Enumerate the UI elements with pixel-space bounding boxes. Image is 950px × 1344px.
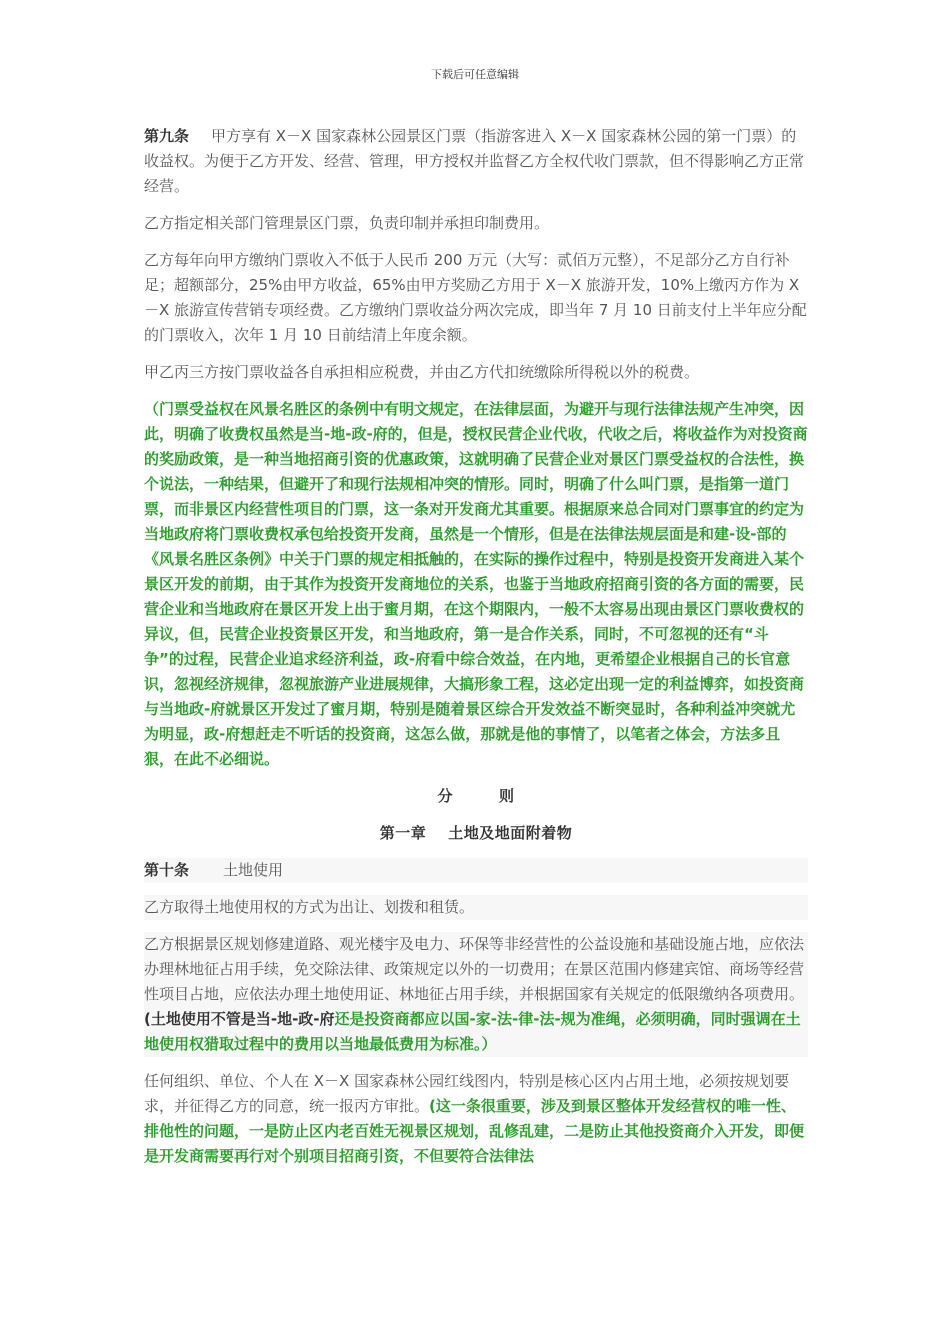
article-10-note-3: (这一条很重要，涉及到景区整体开发经营权的唯一性、排他性的问题，一是防止区内老百姓无视景区规划，乱修乱建，二是防止其他投资商介入开发，即便是开发商需要再行对个别项目招商引资，不但要符合法律法: [144, 1097, 805, 1165]
article-10-label: 第十条: [144, 861, 190, 879]
article-9-paragraph-2: 乙方指定相关部门管理景区门票，负责印制并承担印制费用。: [144, 214, 550, 232]
article-10-text-3: 任何组织、单位、个人在 X－X 国家森林公园红线图内，特别是核心区内占用土地，必须按规划要求，并征得乙方的同意，统一报丙方审批。: [144, 1072, 790, 1115]
article-9-paragraph-1: [144, 124, 808, 199]
article-10-note-2b: 还是投资商都应以国-家-法-律-法-规为准绳，必须明确，同时强调在土地使用权猎取过程中的费用以当地最低费用为标准。）: [144, 1010, 801, 1053]
article-10-paragraph-1: 乙方取得土地使用权的方式为出让、划拨和租赁。: [144, 895, 808, 920]
section-title-char-2: 则: [499, 787, 515, 805]
chapter-title: [144, 821, 808, 846]
article-9-paragraph-3: 乙方每年向甲方缴纳门票收入不低于人民币 200 万元（大写：贰佰万元整），不足部分乙方自行补足；超额部分，25%由甲方收益，65%由甲方奖励乙方用于 X－X 旅游开发，10%上缴丙方作为 X－X 旅游宣传营销专项经费。乙方缴纳门票收益分两次完成，即当年 7 月 10 日前支付上半年应分配的门票收入，次年 1 月 10 日前结清上年度余额。: [144, 251, 807, 344]
article-9-commentary: （门票受益权在风景名胜区的条例中有明文规定，在法律层面，为避开与现行法律法规产生冲突，因此，明确了收费权虽然是当-地-政-府的，但是，授权民营企业代收，代收之后，将收益作为对投资商的奖励政策，是一种当地招商引资的优惠政策，这就明确了民营企业对景区门票受益权的合法性，换个说法，一种结果，但避开了和现行法规相冲突的情形。同时，明确了什么叫门票，是指第一道门票，而非景区内经营性项目的门票，这一条对开发商尤其重要。根据原来总合同对门票事宜的约定为当地政府将门票收费权承包给投资开发商，虽然是一个情形，但是在法律法规层面是和建-设-部的《风景名胜区条例》中关于门票的规定相抵触的，在实际的操作过程中，特别是投资开发商进入某个景区开发的前期，由于其作为投资开发商地位的关系，也鉴于当地政府招商引资的各方面的需要，民营企业和当地政府在景区开发上出于蜜月期，在这个期限内，一般不太容易出现由景区门票收费权的异议，但，民营企业投资景区开发，和当地政府，第一是合作关系，同时，不可忽视的还有“斗争”的过程，民营企业追求经济利益，政-府看中综合效益，在内地，更希望企业根据自己的长官意识，忽视经济规律，忽视旅游产业进展规律，大搞形象工程，这必定出现一定的利益博弈，如投资商与当地政-府就景区开发过了蜜月期，特别是随着景区综合开发效益不断突显时，各种利益冲突就尤为明显，政-府想赶走不听话的投资商，这怎么做，那就是他的事情了，以笔者之体会，方法多且狠，在此不必细说。: [144, 400, 808, 768]
article-9-label: 第九条: [144, 127, 190, 145]
article-10-title: 土地使用: [223, 861, 284, 879]
article-10-paragraph-2: [144, 932, 808, 1057]
chapter-number: 第一章: [379, 824, 427, 842]
section-title-char-1: 分: [437, 787, 453, 805]
article-10-note-2a: (土地使用不管是当-地-政-府: [144, 1010, 335, 1028]
article-9-paragraph-4: 甲乙丙三方按门票收益各自承担相应税费，并由乙方代扣统缴除所得税以外的税费。: [144, 363, 700, 381]
document-body: [144, 124, 808, 1181]
article-10-text-2: 乙方根据景区规划修建道路、观光楼宇及电力、环保等非经营性的公益设施和基础设施占地，应依法办理林地征占用手续，免交除法律、政策规定以外的一切费用；在景区范围内修建宾馆、商场等经营性项目占地，应依法办理土地使用证、林地征占用手续，并根据国家有关规定的低限缴纳各项费用。: [144, 935, 805, 1003]
article-10-paragraph-3: [144, 1069, 808, 1169]
article-10-heading: [144, 858, 808, 883]
chapter-name: 土地及地面附着物: [448, 824, 573, 842]
section-title: [144, 784, 808, 809]
page-header: 下载后可任意编辑: [431, 68, 519, 81]
article-9-text-1: 甲方享有 X－X 国家森林公园景区门票（指游客进入 X－X 国家森林公园的第一门票）的收益权。为便于乙方开发、经营、管理，甲方授权并监督乙方全权代收门票款，但不得影响乙方正常经营。: [144, 127, 805, 195]
